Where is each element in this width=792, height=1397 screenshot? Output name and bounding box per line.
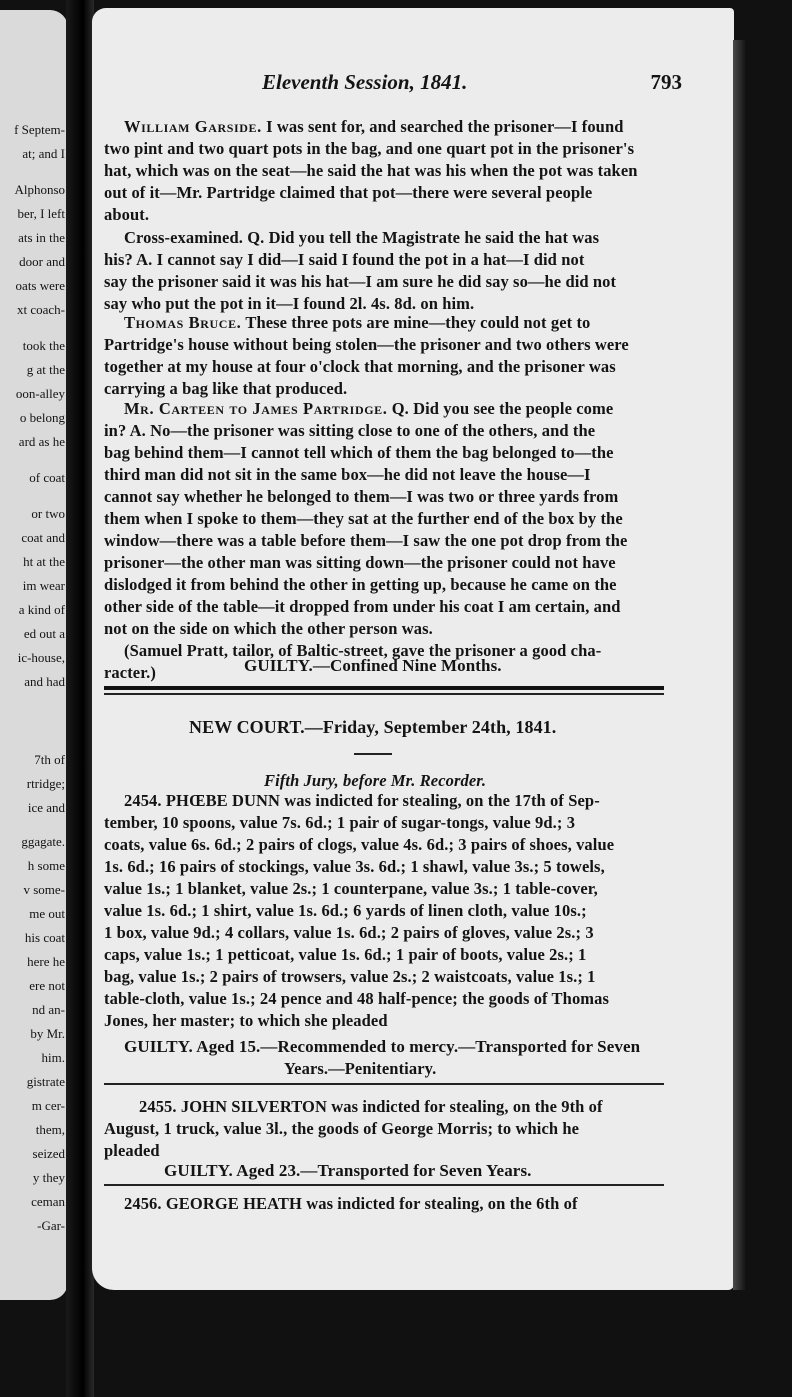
left-page-fragment: here he: [27, 954, 65, 969]
text-line: [104, 312, 684, 334]
text-line: 2456. GEORGE HEATH was indicted for stealing, on the 6th of: [124, 1194, 578, 1213]
left-page-fragment: them,: [35, 1122, 65, 1137]
left-page-fragment: coat and: [21, 530, 65, 545]
text-line: GUILTY.—Confined Nine Months.: [244, 656, 502, 675]
speaker-name: Mr. Carteen to James Partridge.: [124, 399, 388, 418]
text-line: 1 box, value 9d.; 4 collars, value 1s. 6d.; 2 pairs of gloves, value 2s.; 3: [104, 923, 594, 942]
left-page-fragment: seized: [32, 1146, 65, 1161]
left-page-fragment: im wear: [22, 578, 65, 593]
text-line: coats, value 6s. 6d.; 2 pairs of clogs, value 4s. 6d.; 3 pairs of shoes, value: [104, 835, 615, 854]
text-line: caps, value 1s.; 1 petticoat, value 1s. 6d.; 1 pair of boots, value 2s.; 1: [104, 945, 587, 964]
text-line: [104, 398, 684, 420]
left-page-fragment: y they: [32, 1170, 65, 1185]
text-line: value 1s. 6d.; 1 shirt, value 1s. 6d.; 6 yards of linen cloth, value 10s.;: [104, 901, 587, 920]
text-line: GUILTY. Aged 15.—Recommended to mercy.—Transported for Seven: [124, 1037, 641, 1056]
section-rule: [104, 693, 664, 695]
left-page-fragment: xt coach-: [16, 302, 65, 317]
short-rule: [354, 753, 392, 755]
text-line: his? A. I cannot say I did—I said I found the pot in a hat—I did not: [104, 250, 585, 269]
text-line: about.: [104, 205, 150, 224]
left-page-fragment: ceman: [31, 1194, 65, 1209]
text-line: bag behind them—I cannot tell which of them the bag belonged to—the: [104, 443, 614, 462]
text-line: 1s. 6d.; 16 pairs of stockings, value 3s. 6d.; 1 shawl, value 3s.; 5 towels,: [104, 857, 605, 876]
text-line: window—there was a table before them—I saw the one pot drop from the: [104, 531, 628, 550]
text-line: bag, value 1s.; 2 pairs of trowsers, value 2s.; 2 waistcoats, value 1s.; 1: [104, 967, 596, 986]
left-page-fragment: by Mr.: [30, 1026, 65, 1041]
left-page-fragment: ht at the: [23, 554, 65, 569]
book-gutter: [66, 0, 94, 1397]
text-line: prisoner—the other man was sitting down—the prisoner could not have: [104, 553, 616, 572]
text-line: them when I spoke to them—they sat at the further end of the box by the: [104, 509, 623, 528]
left-page-fragment: of coat: [29, 470, 65, 485]
text-line: pleaded: [104, 1141, 160, 1160]
left-page-fragment: 7th of: [34, 752, 65, 767]
left-page-fragment: rtridge;: [26, 776, 65, 791]
text-line: [104, 116, 684, 138]
text-line: cannot say whether he belonged to them—I was two or three yards from: [104, 487, 619, 506]
text-line: other side of the table—it dropped from under his coat I am certain, and: [104, 597, 621, 616]
text-line: third man did not sit in the same box—he did not leave the house—I: [104, 465, 591, 484]
text-line: hat, which was on the seat—he said the hat was his when the pot was taken: [104, 161, 638, 180]
left-page-fragment: at; and I: [22, 146, 65, 161]
text-line: value 1s.; 1 blanket, value 2s.; 1 counterpane, value 3s.; 1 table-cover,: [104, 879, 598, 898]
text-line: table-cloth, value 1s.; 24 pence and 48 half-pence; the goods of Thomas: [104, 989, 610, 1008]
text-line: dislodged it from behind the other in getting up, because he came on the: [104, 575, 617, 594]
left-page-fragment: Alphonso: [14, 182, 65, 197]
left-page-fragment: g at the: [26, 362, 65, 377]
speaker-text: Q. Did you see the people come: [387, 399, 614, 418]
speaker-name: William Garside.: [124, 117, 262, 136]
left-page-fragment: f Septem-: [14, 122, 65, 137]
text-line: out of it—Mr. Partridge claimed that pot—there were several people: [104, 183, 593, 202]
left-page-fragment: me out: [29, 906, 65, 921]
left-page-fragment: nd an-: [32, 1002, 65, 1017]
left-page-fragment: v some-: [23, 882, 65, 897]
text-line: Partridge's house without being stolen—the prisoner and two others were: [104, 335, 629, 354]
left-page-fragment: ard as he: [18, 434, 65, 449]
text-line: say who put the pot in it—I found 2l. 4s. 8d. on him.: [104, 294, 475, 313]
left-page-fragment: oats were: [15, 278, 65, 293]
text-line: Jones, her master; to which she pleaded: [104, 1011, 388, 1030]
text-line: Cross-examined. Q. Did you tell the Magistrate he said the hat was: [124, 228, 600, 247]
text-line: Years.—Penitentiary.: [284, 1059, 437, 1078]
left-page-fragment: door and: [19, 254, 65, 269]
left-page-fragment: or two: [31, 506, 65, 521]
left-page-fragment: him.: [41, 1050, 65, 1065]
left-page-fragment: oon-alley: [15, 386, 65, 401]
left-page-fragment: ber, I left: [17, 206, 65, 221]
entry-rule: [104, 1184, 664, 1186]
text-line: carrying a bag like that produced.: [104, 379, 348, 398]
page-fore-edge: [733, 40, 747, 1290]
left-page-fragment: ats in the: [18, 230, 65, 245]
left-page-fragment: h some: [27, 858, 65, 873]
left-page-fragment: ice and: [27, 800, 65, 815]
left-page-fragment: ggagate.: [21, 834, 65, 849]
page-number: 793: [650, 70, 682, 94]
speaker-text: These three pots are mine—they could not get to: [241, 313, 591, 332]
left-page-fragment: m cer-: [31, 1098, 65, 1113]
left-page-fragment: and had: [24, 674, 65, 689]
speaker-text: I was sent for, and searched the prisoner—I found: [261, 117, 624, 136]
text-line: 2454. PHŒBE DUNN was indicted for stealing, on the 17th of Sep-: [124, 791, 600, 810]
left-page-fragment: ed out a: [23, 626, 65, 641]
text-line: Fifth Jury, before Mr. Recorder.: [264, 771, 487, 790]
page-header: [92, 70, 734, 98]
text-line: in? A. No—the prisoner was sitting close to one of the others, and the: [104, 421, 596, 440]
left-page-edge: [0, 10, 68, 1300]
text-line: not on the side on which the other person was.: [104, 619, 433, 638]
text-line: two pint and two quart pots in the bag, and one quart pot in the prisoner's: [104, 139, 635, 158]
running-head: Eleventh Session, 1841.: [262, 70, 468, 94]
text-line: say the prisoner said it was his hat—I am sure he did say so—he did not: [104, 272, 617, 291]
left-page-fragment: a kind of: [18, 602, 65, 617]
left-page-fragment: gistrate: [26, 1074, 65, 1089]
text-line: racter.): [104, 663, 156, 682]
text-line: together at my house at four o'clock that morning, and the prisoner was: [104, 357, 616, 376]
text-line: tember, 10 spoons, value 7s. 6d.; 1 pair of sugar-tongs, value 9d.; 3: [104, 813, 576, 832]
left-page-fragment: ere not: [29, 978, 65, 993]
text-line: August, 1 truck, value 3l., the goods of George Morris; to which he: [104, 1119, 580, 1138]
right-page: [92, 8, 734, 1290]
left-page-fragment: o belong: [19, 410, 65, 425]
section-rule: [104, 686, 664, 690]
text-line: NEW COURT.—Friday, September 24th, 1841.: [189, 717, 557, 737]
left-page-fragment: took the: [22, 338, 65, 353]
left-page-fragment: ic-house,: [17, 650, 65, 665]
left-page-fragment: -Gar-: [37, 1218, 65, 1233]
text-line: (Samuel Pratt, tailor, of Baltic-street, gave the prisoner a good cha-: [124, 641, 602, 660]
left-page-fragment: his coat: [24, 930, 65, 945]
text-line: 2455. JOHN SILVERTON was indicted for stealing, on the 9th of: [139, 1097, 603, 1116]
entry-rule: [104, 1083, 664, 1085]
text-line: GUILTY. Aged 23.—Transported for Seven Years.: [164, 1161, 532, 1180]
speaker-name: Thomas Bruce.: [124, 313, 242, 332]
